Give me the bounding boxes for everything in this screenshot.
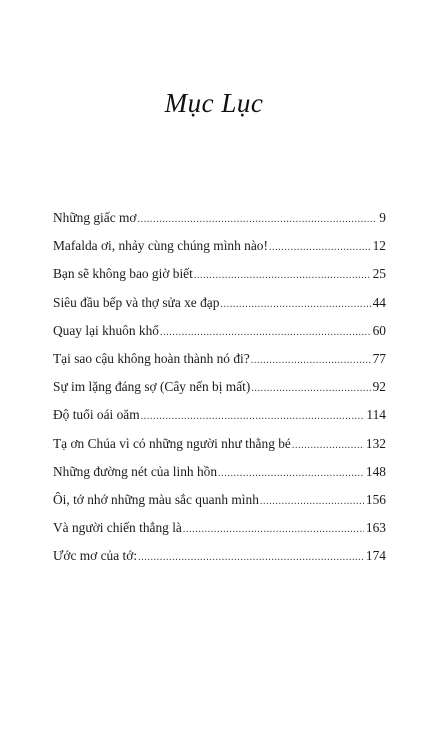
toc-entry	[53, 548, 386, 576]
toc-entry-title: Tại sao cậu không hoàn thành nó đi?	[53, 350, 250, 366]
toc-entry-page: 60	[372, 322, 386, 338]
toc-entry-page: 132	[365, 435, 386, 451]
toc-entry-title: Tạ ơn Chúa vì có những người như thằng bé	[53, 435, 291, 451]
toc-entry-page: 92	[372, 379, 386, 395]
dot-leader	[251, 383, 370, 394]
toc-entry-page: 25	[372, 266, 386, 282]
dot-leader	[141, 411, 365, 422]
toc-entry-page: 77	[372, 350, 386, 366]
toc-entry-title: Ôi, tớ nhớ những màu sắc quanh mình	[53, 491, 259, 507]
toc-entry	[53, 520, 386, 548]
dot-leader	[269, 242, 371, 253]
dot-leader	[183, 524, 364, 535]
toc-entry-title: Ước mơ của tớ:	[53, 548, 138, 564]
toc-entry	[53, 379, 386, 407]
toc-entry-title: Sự im lặng đáng sợ (Cây nến bị mất)	[53, 379, 251, 395]
toc-entry-page: 163	[365, 520, 386, 536]
toc-entry-page: 12	[372, 238, 386, 254]
dot-leader	[292, 440, 364, 451]
toc-entry-title: Siêu đầu bếp và thợ sửa xe đạp	[53, 294, 220, 310]
dot-leader	[138, 214, 378, 225]
page-title: Mục Lục	[164, 88, 264, 118]
toc-entry	[53, 295, 386, 323]
dot-leader	[194, 270, 371, 281]
toc-entry-title: Mafalda ơi, nhảy cùng chúng mình nào!	[53, 238, 268, 254]
toc-entry	[53, 436, 386, 464]
toc-entry	[53, 464, 386, 492]
toc-entry-title: Và người chiến thắng là	[53, 520, 182, 536]
toc-entry-page: 114	[366, 407, 386, 423]
toc-entry-title: Độ tuổi oái oăm	[53, 407, 140, 423]
table-of-contents	[53, 210, 386, 576]
toc-entry-title: Những đường nét của linh hồn	[53, 463, 218, 479]
dot-leader	[138, 552, 364, 563]
toc-entry-page: 156	[365, 491, 386, 507]
toc-entry	[53, 351, 386, 379]
toc-entry	[53, 407, 386, 435]
dot-leader	[260, 496, 364, 507]
toc-entry-title: Bạn sẽ không bao giờ biết	[53, 266, 193, 282]
toc-entry	[53, 266, 386, 294]
toc-entry-page: 9	[379, 210, 386, 225]
toc-entry	[53, 238, 386, 266]
toc-entry	[53, 492, 386, 520]
toc-entry-title: Những giấc mơ	[53, 210, 137, 225]
toc-entry-title: Quay lại khuôn khổ	[53, 322, 159, 338]
toc-entry-page: 174	[365, 548, 386, 564]
toc-entry-page: 44	[372, 294, 386, 310]
dot-leader	[220, 299, 370, 310]
dot-leader	[160, 327, 371, 338]
dot-leader	[251, 355, 371, 366]
toc-entry	[53, 210, 386, 238]
dot-leader	[218, 468, 364, 479]
toc-entry	[53, 323, 386, 351]
toc-entry-page: 148	[365, 463, 386, 479]
